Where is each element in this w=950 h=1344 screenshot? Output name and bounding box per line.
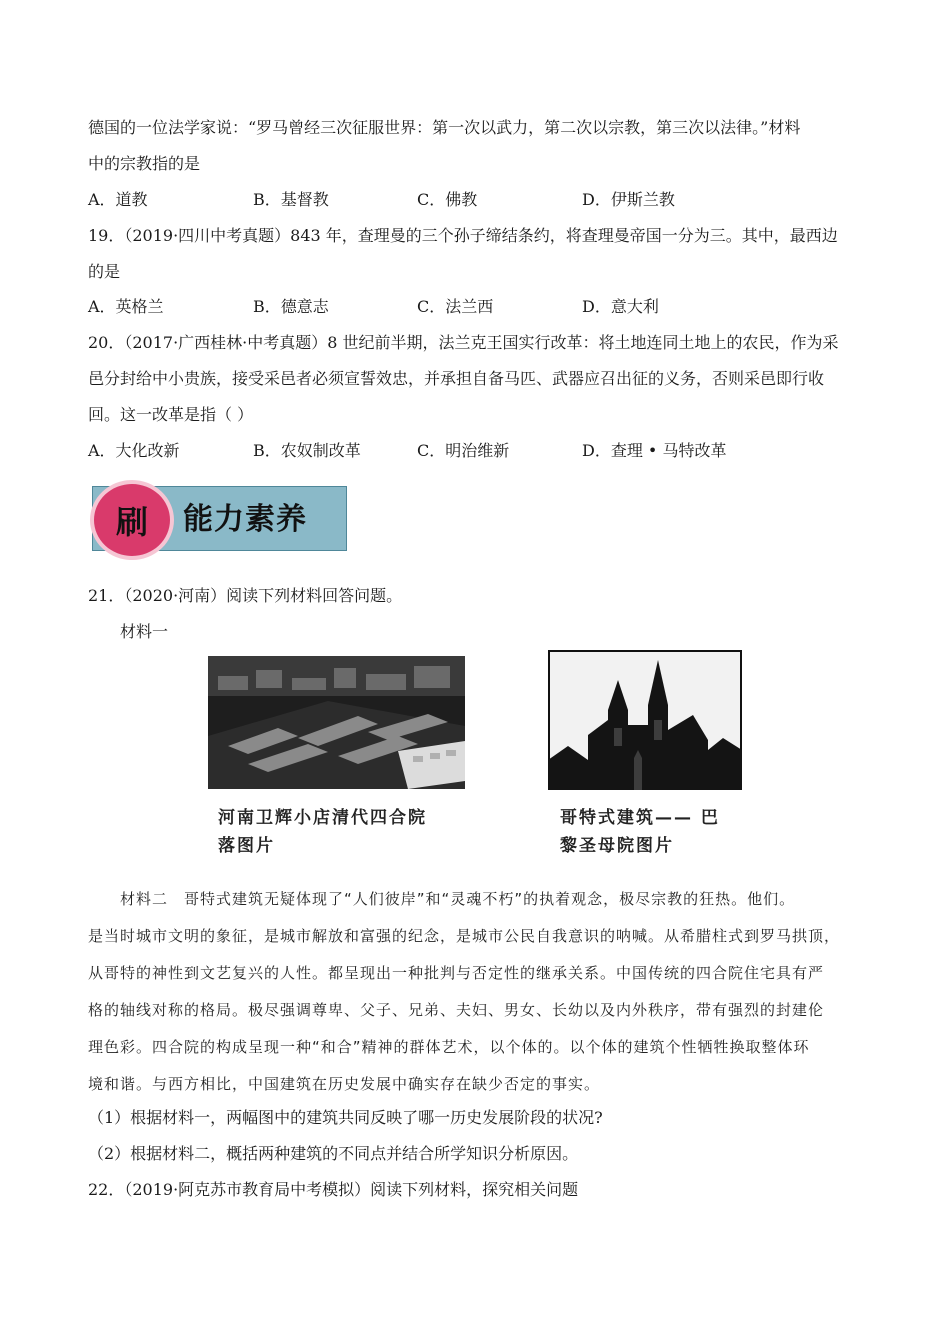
- q18-option-d: D．伊斯兰教: [582, 190, 675, 209]
- material2-line-1: 材料二 哥特式建筑无疑体现了“人们彼岸”和“灵魂不朽”的执着观念，极尽宗教的狂热。他们。: [120, 890, 796, 908]
- q20-option-c: C．明治维新: [417, 441, 510, 460]
- q21-subquestion-1: （1）根据材料一，两幅图中的建筑共同反映了哪一历史发展阶段的状况?: [88, 1108, 603, 1127]
- cathedral-photo: [548, 650, 742, 790]
- courtyard-photo: [208, 656, 465, 789]
- q20-option-a: A．大化改新: [88, 441, 180, 460]
- material2-line-6: 境和谐。与西方相比，中国建筑在历史发展中确实存在缺少否定的事实。: [88, 1075, 601, 1093]
- banner-badge: [90, 480, 174, 560]
- q20-line-1: 20．（2017·广西桂林·中考真题）8 世纪前半期，法兰克王国实行改革：将土地连同土地上的农民，作为采: [88, 333, 839, 352]
- material1-label: 材料一: [120, 622, 169, 641]
- q21-header: 21．（2020·河南）阅读下列材料回答问题。: [88, 586, 403, 605]
- section-banner: [92, 486, 349, 553]
- q18-option-b: B．基督教: [253, 190, 329, 209]
- q19-option-b: B．德意志: [253, 297, 329, 316]
- q20-option-b: B．农奴制改革: [253, 441, 361, 460]
- material2-line-5: 理色彩。四合院的构成呈现一种“和合”精神的群体艺术，以个体的。以个体的建筑个性牺牲换取整体环: [88, 1038, 810, 1056]
- q20-line-2: 邑分封给中小贵族，接受采邑者必须宣誓效忠，并承担自备马匹、武器应召出征的义务，否则采邑即行收: [88, 369, 825, 388]
- q21-subquestion-2: （2）根据材料二，概括两种建筑的不同点并结合所学知识分析原因。: [88, 1144, 579, 1163]
- q20-option-d: D．查理 • 马特改革: [582, 441, 727, 460]
- q18-option-c: C．佛教: [417, 190, 478, 209]
- material2-line-3: 从哥特的神性到文艺复兴的人性。都呈现出一种批判与否定性的继承关系。中国传统的四合院住宅具有严: [88, 964, 825, 982]
- q19-option-a: A．英格兰: [88, 297, 164, 316]
- q19-line-2: 的是: [88, 262, 121, 281]
- banner-badge-text: 刷: [115, 503, 148, 541]
- courtyard-photo-illustration: [208, 656, 465, 789]
- material2-line-4: 格的轴线对称的格局。极尽强调尊卑、父子、兄弟、夫妇、男女、长幼以及内外秩序，带有强烈的封建伦: [88, 1001, 825, 1019]
- courtyard-caption-line-2: 落图片: [218, 836, 275, 856]
- material2-line-2: 是当时城市文明的象征，是城市解放和富强的纪念，是城市公民自我意识的呐喊。从希腊柱式到罗马拱顶，: [88, 927, 841, 945]
- q19-line-1: 19．（2019·四川中考真题）843 年，查理曼的三个孙子缔结条约，将查理曼帝国一分为三。其中，最西边: [88, 226, 838, 245]
- cathedral-photo-illustration: [548, 650, 742, 790]
- q19-option-c: C．法兰西: [417, 297, 494, 316]
- cathedral-caption-line-1: 哥特式建筑—— 巴: [560, 808, 720, 828]
- q18-line-1: 德国的一位法学家说：“罗马曾经三次征服世界：第一次以武力，第二次以宗教，第三次以法律。”材料: [88, 118, 801, 137]
- q18-line-2: 中的宗教指的是: [88, 154, 201, 173]
- courtyard-caption-line-1: 河南卫辉小店清代四合院: [218, 808, 427, 828]
- banner-title: 能力素养: [183, 502, 307, 537]
- q18-option-a: A．道教: [88, 190, 148, 209]
- q22-header: 22．（2019·阿克苏市教育局中考模拟）阅读下列材料，探究相关问题: [88, 1180, 579, 1199]
- q19-option-d: D．意大利: [582, 297, 659, 316]
- cathedral-caption-line-2: 黎圣母院图片: [560, 836, 674, 856]
- q20-line-3: 回。这一改革是指（ ）: [88, 405, 254, 424]
